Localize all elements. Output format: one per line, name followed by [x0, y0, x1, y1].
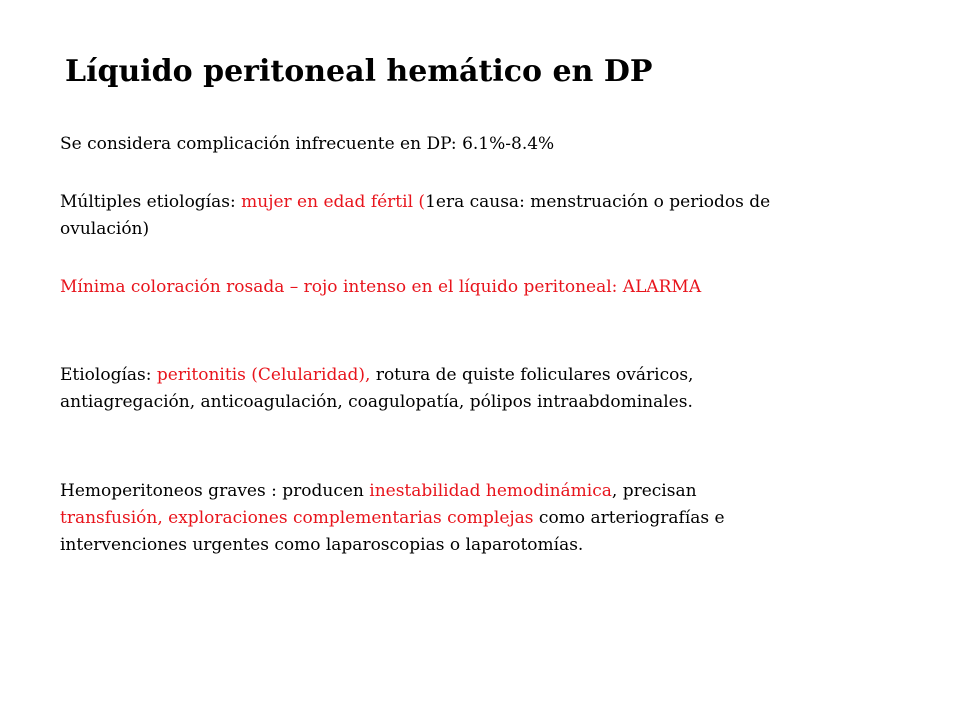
etiologies-line2: ovulación)	[60, 219, 150, 239]
etiology-list-prefix: Etiologías:	[60, 365, 157, 385]
etiologies-highlight: mujer en edad fértil (	[241, 192, 426, 212]
etiology-list-line2: antiagregación, anticoagulación, coagulopatía, pólipos intraabdominales.	[60, 392, 693, 412]
hemoperitoneum-highlight-instability: inestabilidad hemodinámica	[369, 481, 612, 501]
paragraph-alarm	[60, 274, 940, 301]
paragraph-frequency	[60, 131, 940, 158]
paragraph-etiologies	[60, 189, 940, 243]
hemoperitoneum-line2-rest: como arteriografías e	[533, 508, 725, 528]
hemoperitoneum-highlight-transfusion: transfusión, exploraciones complementarias complejas	[60, 508, 534, 528]
slide-title: Líquido peritoneal hemático en DP	[65, 54, 653, 89]
hemoperitoneum-line3: intervenciones urgentes como laparoscopias o laparotomías.	[60, 535, 584, 555]
hemoperitoneum-line1-rest: , precisan	[611, 481, 697, 501]
alarm-text: Mínima coloración rosada – rojo intenso en el líquido peritoneal: ALARMA	[60, 277, 702, 297]
etiologies-prefix: Múltiples etiologías:	[60, 192, 242, 212]
paragraph-etiology-list	[60, 362, 940, 416]
hemoperitoneum-prefix: Hemoperitoneos graves : producen	[60, 481, 370, 501]
etiology-list-highlight: peritonitis (Celularidad),	[156, 365, 371, 385]
etiologies-line1-rest: 1era causa: menstruación o periodos de	[425, 192, 771, 212]
frequency-text: Se considera complicación infrecuente en DP: 6.1%-8.4%	[60, 134, 555, 154]
etiology-list-line1-rest: rotura de quiste foliculares ováricos,	[370, 365, 694, 385]
paragraph-hemoperitoneum	[60, 478, 940, 559]
